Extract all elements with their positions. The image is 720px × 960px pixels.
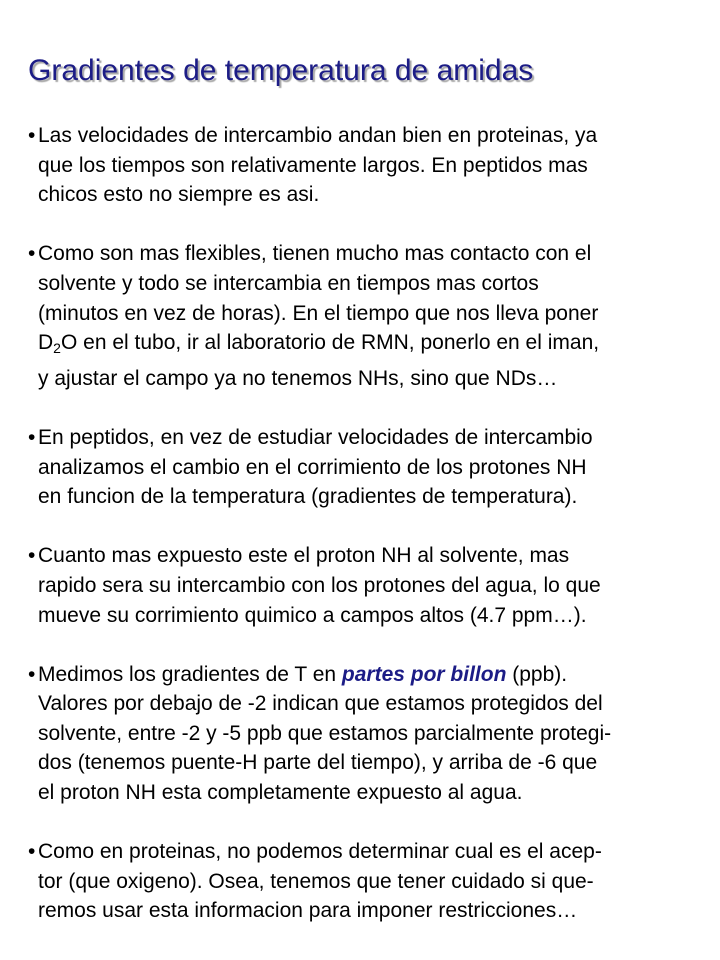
bullet-marker: • (28, 840, 36, 864)
text-line: tor (que oxigeno). Osea, tenemos que tener cuidado si que- (38, 869, 594, 893)
text-line: mueve su corrimiento quimico a campos altos (4.7 ppm…). (38, 603, 587, 627)
subscript: 2 (53, 340, 61, 357)
text-line: Como son mas flexibles, tienen mucho mas contacto con el (38, 242, 592, 266)
text-line: Cuanto mas expuesto este el proton NH al solvente, mas (38, 544, 570, 568)
emphasis-text: partes por billon (341, 662, 507, 686)
text-line: chicos esto no siempre es asi. (38, 183, 320, 207)
text-line: Las velocidades de intercambio andan bien en proteinas, ya (38, 124, 598, 147)
text-line: $D_2O$ en el tubo, ir al laboratorio de RMN, ponerlo en el iman, (38, 331, 600, 357)
text-line: dos (tenemos puente-H parte del tiempo), y arriba de -6 que (38, 751, 598, 775)
text-line: solvente, entre -2 y -5 ppb que estamos parcialmente protegi- (38, 721, 612, 745)
text-line: que los tiempos son relativamente largos. En peptidos mas (38, 153, 588, 177)
bullet-marker: • (28, 242, 36, 266)
bullet-paragraph-temperature-gradients (28, 423, 718, 512)
bullet-marker: • (28, 662, 36, 686)
bullet-marker: • (28, 124, 36, 147)
text-line: Como en proteinas, no podemos determinar cual es el acep- (38, 840, 602, 864)
text-line: el proton NH esta completamente expuesto al agua. (38, 781, 523, 805)
text-line: y ajustar el campo ya no tenemos NHs, sino que NDs… (38, 366, 558, 390)
bullet-marker: • (28, 544, 36, 568)
text-line: analizamos el cambio en el corrimiento de los protones NH (38, 455, 587, 479)
bullet-marker: • (28, 425, 36, 449)
text-line: remos usar esta informacion para imponer restricciones… (38, 899, 578, 923)
page-title: Gradientes de temperatura de amidas (28, 54, 534, 87)
bullet-paragraph-flexibility (28, 239, 718, 393)
bullet-paragraph-ppb: • Medimos los gradientes de T en partes por billon (ppb). Valores por debajo de -2 indican que estamos protegidos del solvente, entre -2 y -5 ppb que estamos parcialmente protegi- dos (tenemos puente-H parte del tiempo), y arriba de -6 que el proton NH esta completamente expuesto al agua. (28, 660, 718, 808)
text-line: en funcion de la temperatura (gradientes de temperatura). (38, 485, 578, 509)
text-line: rapido sera su intercambio con los protones del agua, lo que (38, 573, 601, 597)
text-line: (minutos en vez de horas). En el tiempo que nos lleva poner (38, 301, 599, 325)
bullet-list (28, 121, 718, 956)
text-line: Valores por debajo de -2 indican que estamos protegidos del (38, 692, 603, 716)
bullet-paragraph-exchange-rates (28, 121, 718, 210)
text-line: solvente y todo se intercambia en tiempos mas cortos (38, 271, 539, 295)
text-line: En peptidos, en vez de estudiar velocidades de intercambio (38, 425, 593, 449)
bullet-paragraph-acceptor (28, 837, 718, 926)
bullet-paragraph-exposure (28, 541, 718, 630)
